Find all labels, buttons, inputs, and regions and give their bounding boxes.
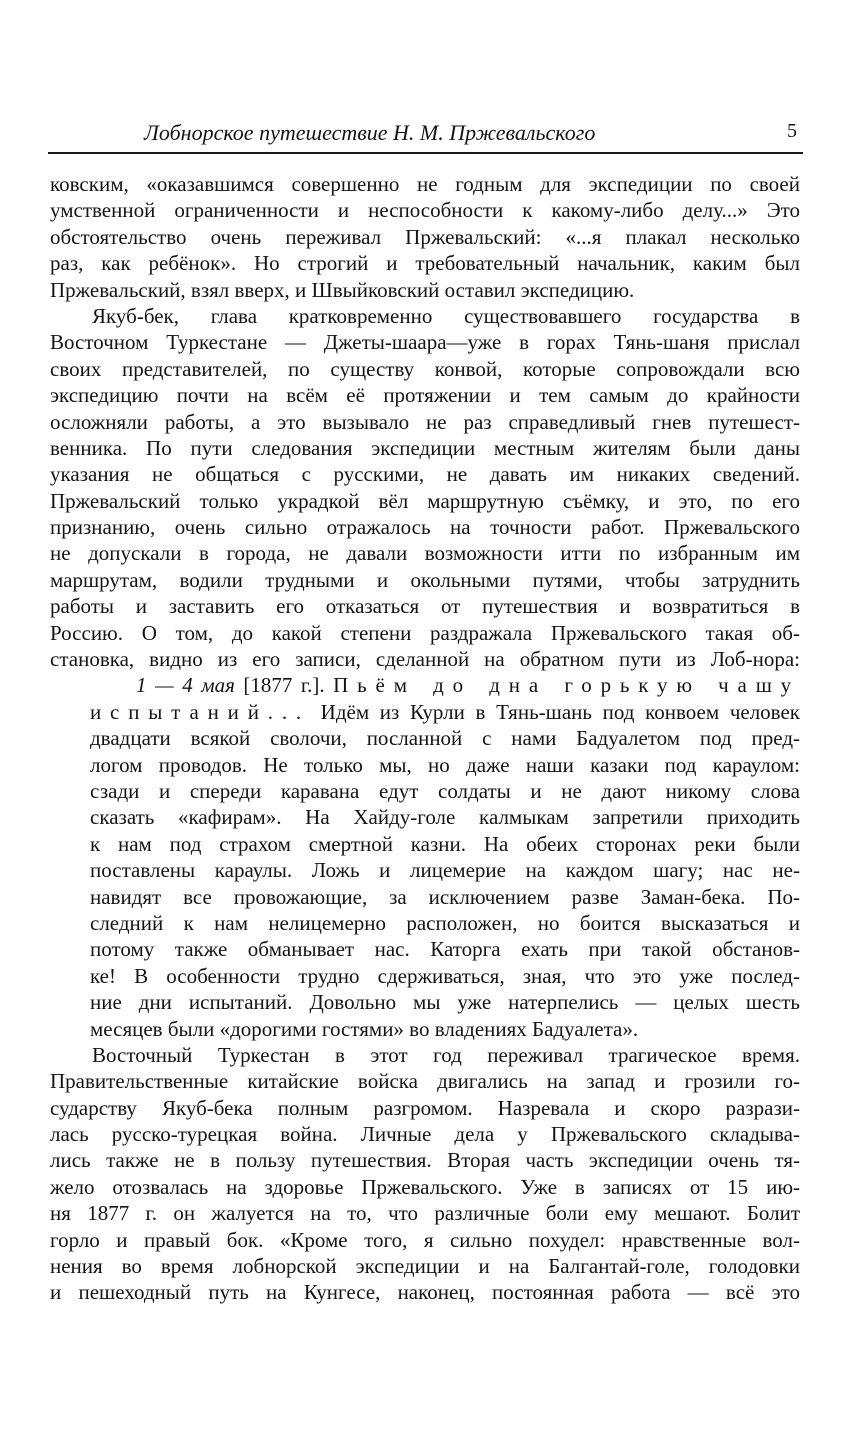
text-line: лась русско-турецкая война. Личные дела у Пржевальского складыва- (50, 1122, 800, 1147)
text-line: Пржевальский только украдкой вёл маршрутную съёмку, и это, по его (50, 488, 800, 513)
text-line: указания не общаться с русскими, не давать им никаких сведений. (50, 462, 800, 487)
text-line: и пешеходный путь на Кунгесе, наконец, постоянная работа — всё это (50, 1280, 800, 1305)
text-line: нения во время лобнорской экспедиции и на Балгантай-голе, голодовки (50, 1254, 800, 1279)
text-line: Якуб-бек, глава кратковременно существовавшего государства в (92, 303, 800, 328)
quote-line: логом проводов. Не только мы, но даже наши казаки под караулом: (90, 752, 800, 777)
text-line: осложняли работы, а это вызывало не раз справедливый гнев путешест- (50, 409, 800, 434)
text-line: Россию. О том, до какой степени раздражала Пржевальского такая об- (50, 620, 800, 645)
quote-line: ние дни испытаний. Довольно мы уже натерпелись — целых шесть (90, 990, 800, 1015)
running-title: Лобнорское путешествие Н. М. Пржевальского (144, 120, 596, 145)
quote-line: месяцев были «дорогими гостями» во владениях Бадуалета». (90, 1016, 639, 1041)
quote-spaced-text: Пьём до дна горькую чашу (333, 673, 801, 698)
quote-line: следний к нам нелицемерно расположен, но боится высказаться и (90, 910, 800, 935)
page-header (48, 118, 803, 154)
text-line: умственной ограниченности и неспособности к какому-либо делу...» Это (50, 198, 800, 223)
page-number: 5 (787, 120, 797, 142)
text-line: жело отозвалась на здоровье Пржевальского. Уже в записях от 15 ию- (50, 1174, 800, 1199)
quote-line: к нам под страхом смертной казни. На обеих сторонах реки были (90, 831, 800, 856)
text-line: Правительственные китайские войска двигались на запад и грозили го- (50, 1069, 800, 1094)
text-line: ковским, «оказавшимся совершенно не годным для экспедиции по своей (50, 172, 800, 196)
text-line: своих представителей, по существу конвой, которые сопровождали всю (50, 356, 800, 381)
quote-first-line (50, 672, 800, 698)
text-line: маршрутам, водили трудными и окольными путями, чтобы затруднить (50, 567, 800, 592)
quote-line: потому также обманывает нас. Каторга ехать при такой обстанов- (90, 937, 800, 962)
text-line: обстоятельство очень переживал Пржевальский: «...я плакал несколько (50, 224, 800, 249)
text-line: горло и правый бок. «Кроме того, я сильно похудел: нравственные вол- (50, 1227, 800, 1252)
text-line: сударству Якуб-бека полным разгромом. Назревала и скоро разрази- (50, 1095, 800, 1120)
text-line: работы и заставить его отказаться от путешествия и возвратиться в (50, 594, 800, 619)
quote-line: сзади и спереди каравана едут солдаты и не дают никому слова (90, 778, 800, 803)
quote-date: 1 — 4 мая (136, 673, 235, 698)
text-line: не допускали в города, не давали возможности итти по избранным им (50, 541, 800, 566)
quote-spaced-text: испытаний... (90, 699, 310, 724)
text-line: венника. По пути следования экспедиции местным жителям были даны (50, 435, 800, 460)
text-line: признанию, очень сильно отражалось на точности работ. Пржевальского (50, 515, 800, 540)
quote-line: сказать «кафирам». На Хайду-голе калмыкам запретили приходить (90, 805, 800, 830)
text-line: становка, видно из его записи, сделанной на обратном пути из Лоб-нора: (50, 647, 800, 672)
quote-line: навидят все провожающие, за исключением разве Заман-бека. По- (90, 884, 800, 909)
text-line: ня 1877 г. он жалуется на то, что различные боли ему мешают. Болит (50, 1201, 800, 1226)
text-line: Восточный Туркестан в этот год переживал трагическое время. (92, 1042, 800, 1067)
text-line: Пржевальский, взял вверх, и Швыйковский оставил экспедицию. (50, 277, 635, 302)
body-text (50, 171, 800, 1306)
quote-year: [1877 г.]. (243, 673, 325, 698)
text-line: Восточном Туркестане — Джеты-шаара—уже в горах Тянь-шаня прислал (50, 330, 800, 355)
text-line: лись также не в пользу путешествия. Вторая часть экспедиции очень тя- (50, 1148, 800, 1173)
text-line: экспедицию почти на всём её протяжении и тем самым до крайности (50, 383, 800, 408)
quote-line: поставлены караулы. Ложь и лицемерие на каждом шагу; нас не- (90, 858, 800, 883)
quote-line: двадцати всякой сволочи, посланной с нами Бадуалетом под пред- (90, 726, 800, 751)
quote-line (50, 699, 800, 725)
quote-text: Идём из Курли в Тянь-шань под конвоем человек (320, 699, 801, 724)
quote-line: ке! В особенности трудно сдерживаться, зная, что это уже послед- (90, 963, 800, 988)
text-line: раз, как ребёнок». Но строгий и требовательный начальник, каким был (50, 251, 800, 276)
